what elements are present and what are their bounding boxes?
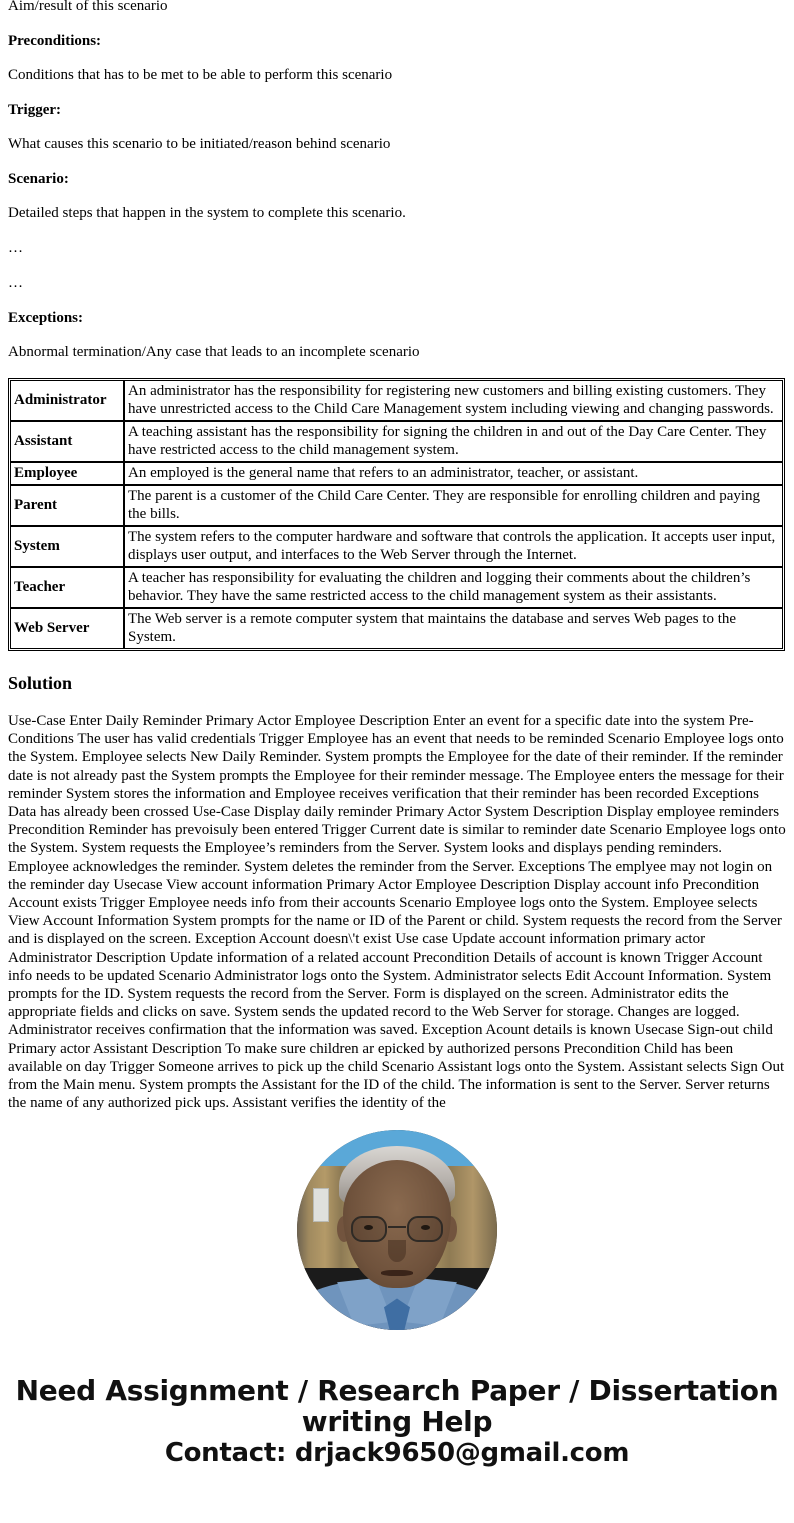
actor-description-cell: The parent is a customer of the Child Care Center. They are responsible for enrolling children and paying the bills. xyxy=(124,485,783,526)
table-row xyxy=(10,462,783,485)
heading-scenario: Scenario: xyxy=(8,171,69,187)
table-row xyxy=(10,567,783,608)
solution-body-text: Use-Case Enter Daily Reminder Primary Actor Employee Description Enter an event for a specific date into the system Pre-Conditions The user has valid credentials Trigger Employee has an event that needs to be reminded Scenario Employee logs onto the System. Employee selects New Daily Reminder. System prompts the Employee for the date of their reminder. If the reminder date is not already past the System prompts the Employee for their reminder message. The Employee enters the message for their reminder System stores the information and Employee receives verification that their reminder has been recorded Exceptions Data has already been crossed Use-Case Display daily reminder Primary Actor System Description Display employee reminders Precondition Reminder has prevoisuly been entered Trigger Current date is similar to reminder date Scenario Employee logs onto the System. System requests the Employee’s reminders from the Server. System looks and displays pending reminders. Employee acknowledges the reminder. System deletes the reminder from the Server. Exceptions The emplyee may not login on the reminder day Usecase View account information Primary Actor Employee Description Display account info Precondition Account exists Trigger Employee needs info from their accounts Scenario Employee logs onto the System. Employee selects View Account Information System prompts for the name or ID of the Parent or child. System requests the record from the Server and is displayed on the screen. Exception Account doesn\'t exist Use case Update account information primary actor Administrator Description Update information of a related account Precondition Details of account is known Trigger Account info needs to be updated Scenario Administrator logs onto the System. Administrator selects Edit Account Information. System prompts for the ID. System requests the record from the Server. Form is displayed on the screen. Administrator edits the appropriate fields and clicks on save. System sends the updated record to the Web Server for storage. Changes are logged. Administrator receives confirmation that the information was saved. Exception Acount details is known Usecase Sign-out child Primary actor Assistant Description To make sure children ar epicked by authorized persons Precondition Child has been available on day Trigger Someone arrives to pick up the child Scenario Assistant logs onto the System. Assistant selects Sign Out from the Main menu. System prompts the Assistant for the ID of the child. The information is sent to the Server. Server returns the name of any authorized pick ups. Assistant verifies the identity of the xyxy=(8,713,786,1112)
table-row xyxy=(10,608,783,649)
table-row xyxy=(10,421,783,462)
avatar-wall-switch xyxy=(313,1188,329,1222)
body-exceptions: Abnormal termination/Any case that leads to an incomplete scenario xyxy=(8,344,420,360)
promo-headline: Need Assignment / Research Paper / Dissertation writing Help xyxy=(15,1374,779,1439)
actor-description-cell: The Web server is a remote computer system that maintains the database and serves Web pages to the System. xyxy=(124,608,783,649)
actor-name-cell: Teacher xyxy=(10,567,124,608)
actor-description-cell: An administrator has the responsibility for registering new customers and billing existing customers. They have unrestricted access to the Child Care Management system including viewing and changing passwords. xyxy=(124,380,783,421)
actor-description-cell: A teacher has responsibility for evaluating the children and logging their comments about the children’s behavior. They have the same restricted access to the child management system as their assistants. xyxy=(124,567,783,608)
ellipsis-line-2: … xyxy=(8,275,24,291)
actor-description-cell: A teaching assistant has the responsibility for signing the children in and out of the Day Care Center. They have restricted access to the child management system. xyxy=(124,421,783,462)
actor-name-cell: Administrator xyxy=(10,380,124,421)
solution-heading: Solution xyxy=(8,673,73,693)
table-row xyxy=(10,380,783,421)
heading-trigger: Trigger: xyxy=(8,102,62,118)
avatar-eyeglass-bridge xyxy=(388,1226,406,1228)
actor-name-cell: Assistant xyxy=(10,421,124,462)
actor-name-cell: Web Server xyxy=(10,608,124,649)
actor-description-cell: The system refers to the computer hardware and software that controls the application. It accepts user input, displays user output, and interfaces to the Web Server through the Internet. xyxy=(124,526,783,567)
actor-name-cell: Parent xyxy=(10,485,124,526)
ellipsis-line-1: … xyxy=(8,240,24,256)
promo-contact: Contact: drjack9650@gmail.com xyxy=(164,1438,630,1469)
actor-name-cell: Employee xyxy=(10,462,124,485)
intro-line: Aim/result of this scenario xyxy=(8,0,168,14)
heading-exceptions: Exceptions: xyxy=(8,310,83,326)
avatar xyxy=(297,1130,497,1330)
table-row xyxy=(10,526,783,567)
actor-description-cell: An employed is the general name that refers to an administrator, teacher, or assistant. xyxy=(124,462,783,485)
table-row xyxy=(10,485,783,526)
body-trigger: What causes this scenario to be initiated/reason behind scenario xyxy=(8,136,391,152)
actors-table-wrapper xyxy=(8,378,786,651)
heading-preconditions: Preconditions: xyxy=(8,33,102,49)
actors-glossary-table xyxy=(8,378,785,651)
avatar-block xyxy=(8,1130,786,1335)
body-scenario: Detailed steps that happen in the system to complete this scenario. xyxy=(8,205,406,221)
actors-table-body xyxy=(10,380,783,649)
actor-name-cell: System xyxy=(10,526,124,567)
promo-footer xyxy=(8,1375,786,1469)
body-preconditions: Conditions that has to be met to be able to perform this scenario xyxy=(8,67,393,83)
